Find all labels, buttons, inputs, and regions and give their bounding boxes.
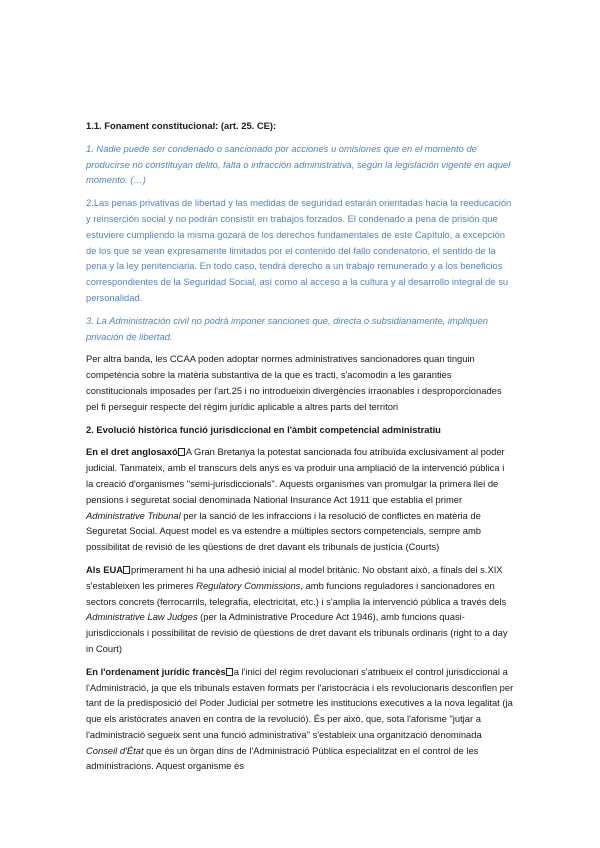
french-lead: En l'ordenament jurídic francès <box>86 665 226 677</box>
constitution-quote-1: 1. Nadie puede ser condenado o sancionado por acciones u omisiones que en el momento de producirse no constituyan delito, falta o infracción administrativa, según la legislación vigente en aquel momento. (…) <box>86 142 511 186</box>
constitution-quote-3: 3. La Administración civil no podrá imponer sanciones que, directa o subsidiariamente, impliquen privación de libertad. <box>86 314 488 342</box>
eua-italic-1: Regulatory Commissions <box>196 579 301 591</box>
missing-glyph-icon <box>178 448 185 456</box>
anglosaxon-paragraph <box>86 444 514 555</box>
anglosaxon-text-b: per la sanció de les infraccions i la resolució de conflictes en matèria de Seguretat Social. Aquest model es va estendre a múltiples sectors competencials, sempre amb possibilitat de revisió de les qüestions de dret davant els tribunals de justícia (Courts) <box>86 509 481 553</box>
eua-text-c: (per la Administrative Procedure Act 1946), amb funcions quasi-jurisdiccionals i possibilitat de revisió de qüestions de dret davant els tribunals ordinaris (right to a day in Court) <box>86 611 508 654</box>
eua-lead: Als EUA <box>86 563 123 575</box>
eua-italic-2: Administrative Law Judges <box>86 611 198 623</box>
eua-text-b: , amb funcions reguladores i sancionadores en sectors concrets (ferrocarrils, telegrafia, electricitat, etc.) i s'amplia la intervenció pública a través dels <box>86 579 507 607</box>
french-text-a: a l'inici del règim revolucionari s'atribueix el control jurisdiccional a l'Administració, ja que els tribunals estaven formats per l'aristocràcia i els revolucionaris desconfien per tant de la predisposició del Poder Judicial per sotmetre les institucions executives a la nova legalitat (ja que els aristòcrates anaven en contra de la revolució). És per això, que, sota l'aforisme "jutjar a l'administració segueix sent una funció administrativa" s'estableix una organització denominada <box>86 665 514 740</box>
section-2-heading: 2. Evolució històrica funció jurisdiccional en l'àmbit competencial administratiu <box>86 423 441 435</box>
section-1-heading: 1.1. Fonament constitucional: (art. 25. CE): <box>86 120 277 131</box>
anglosaxon-italic: Administrative Tribunal <box>86 509 181 521</box>
missing-glyph-icon <box>226 668 233 676</box>
french-text-b: que és un òrgan dins de l'Administració Pública especialitzat en el control de les administracions. Aquest organisme és <box>86 744 479 772</box>
french-paragraph <box>86 664 514 775</box>
eua-paragraph <box>86 562 514 657</box>
anglosaxon-text-a: A Gran Bretanya la potestat sancionada fou atribuïda exclusivament al poder judicial. Tanmateix, amb el transcurs dels anys es va produir una ampliació de la intervenció pública i la creació d'organismes "semi-jurisdiccionals". Aquests organismes van promulgar la primera llei de pensions i seguretat social denominada National Insurance Act 1911 que establia el primer <box>86 446 505 505</box>
anglosaxon-lead: En el dret anglosaxó <box>86 446 178 458</box>
missing-glyph-icon <box>123 566 130 574</box>
ccaa-paragraph: Per altra banda, les CCAA poden adoptar normes administratives sancionadores quan tinguin competència sobre la matèria substantiva de la que es tracti, s'acomodin a les garanties constitucionals imposades per l'art.25 i no introdueixin divergències irraonables i desproporcionades pel fi perseguir respecte del règim jurídic aplicable a altres parts del territori <box>86 353 502 412</box>
constitution-quote-2: 2.Las penas privativas de libertad y las medidas de seguridad estarán orientadas hacia la reeducación y reinserción social y no podrán consistir en trabajos forzados. El condenado a pena de prisión que estuviere cumpliendo la misma gozará de los derechos fundamentales de este Capítulo, a excepción de los que se vean expresamente limitados por el contenido del fallo condenatorio, el sentido de la pena y la ley penitenciaria. En todo caso, tendrá derecho a un trabajo remunerado y a los beneficios correspondientes de la Seguridad Social, así como al acceso a la cultura y al desarrollo integral de su personalidad. <box>86 197 512 303</box>
eua-text-a: primerament hi ha una adhesió inicial al model britànic. No obstant això, a finals del s.XIX s'estableixen les primeres <box>86 563 503 591</box>
french-italic: Conseil d'État <box>86 744 144 756</box>
document-page <box>86 118 514 781</box>
